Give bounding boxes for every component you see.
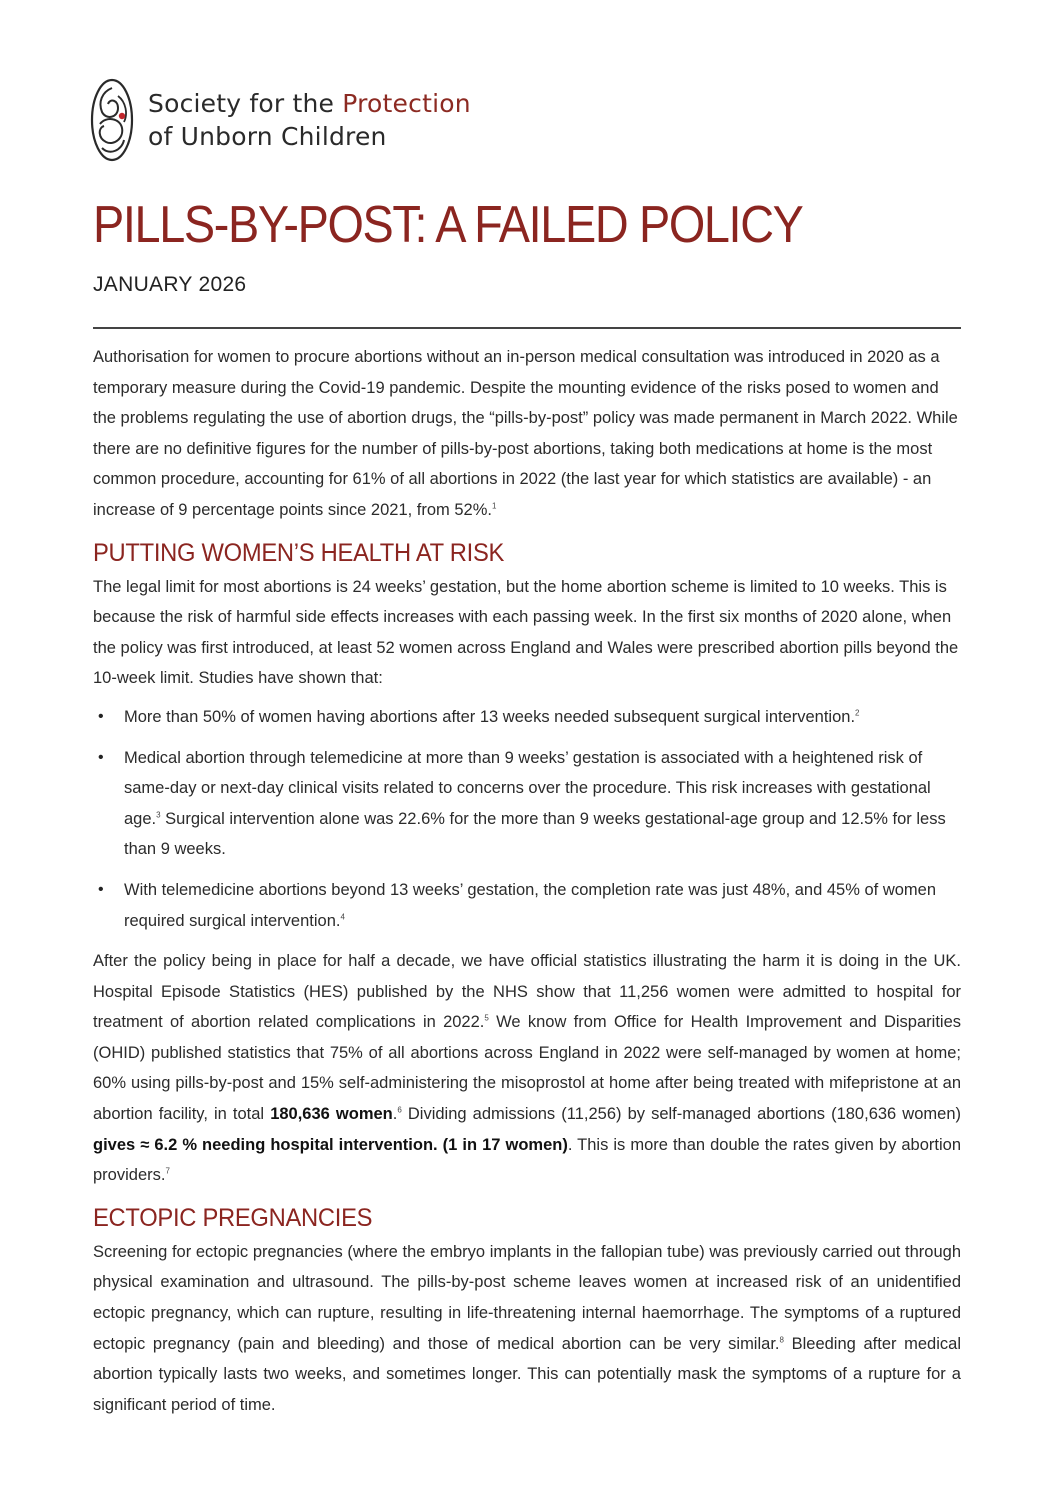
health-risk-paragraph: The legal limit for most abortions is 24 weeks’ gestation, but the home abortion scheme is limited to 10 weeks. This is because the risk of harmful side effects increases with each passing week. In the first six months of 2020 alone, when the policy was first introduced, at least 52 women across England and Wales were prescribed abortion pills beyond the 10-week limit. Studies have shown that:	[93, 577, 959, 688]
mother-child-emblem-icon	[88, 76, 140, 164]
section-heading-health-risk: PUTTING WOMEN’S HEALTH AT RISK	[93, 538, 505, 567]
ectopic-paragraph: Screening for ectopic pregnancies (where the embryo implants in the fallopian tube) was previously carried out through physical examination and ultrasound. The pills-by-post scheme leaves women at increased risk of an unidentified ectopic pregnancy, which can rupture, resulting in life-threatening internal haemorrhage. The symptoms of a ruptured ectopic pregnancy (pain and bleeding) and those of medical abortion can be very similar.$^8$ Bleeding after medical abortion typically lasts two weeks, and sometimes longer. This can potentially mask the symptoms of a rupture for a significant period of time.	[93, 1242, 961, 1414]
organization-logo	[88, 76, 471, 164]
footnote-ref: 4	[340, 912, 345, 921]
footnote-ref: 8	[779, 1335, 784, 1345]
footnote-ref: 3	[156, 810, 161, 820]
hospital-intervention-rate: gives ≈ 6.2 % needing hospital intervention. (1 in 17 women)	[93, 1135, 568, 1154]
header-divider	[93, 327, 961, 329]
list-item: • Medical abortion through telemedicine at more than 9 weeks’ gestation is associated with a heightened risk of same-day or next-day clinical visits related to concerns over the procedure. This risk increases with gestational age.$^3$ Surgical intervention alone was 22.6% for the more than 9 weeks gestational-age group and 12.5% for less than 9 weeks.	[93, 743, 961, 865]
list-item: • More than 50% of women having abortions after 13 weeks needed subsequent surgical intervention.$^2$	[93, 702, 961, 733]
list-item: • With telemedicine abortions beyond 13 weeks’ gestation, the completion rate was just 48%, and 45% of women required surgical intervention.$^4$	[93, 875, 961, 936]
bullet-icon: •	[98, 707, 104, 725]
footnote-ref: 7	[165, 1166, 170, 1176]
document-body	[93, 342, 961, 1420]
footnote-ref: 1	[492, 501, 497, 511]
footnote-ref: 6	[397, 1105, 402, 1115]
intro-paragraph: Authorisation for women to procure abortions without an in-person medical consultation was introduced in 2020 as a temporary measure during the Covid-19 pandemic. Despite the mounting evidence of the risks posed to women and the problems regulating the use of abortion drugs, the “pills-by-post” policy was made permanent in March 2022. While there are no definitive figures for the number of pills-by-post abortions, taking both medications at home is the most common procedure, accounting for 61% of all abortions in 2022 (the last year for which statistics are available) - an increase of 9 percentage points since 2021, from 52%.$^1$	[93, 348, 958, 519]
studies-list	[93, 702, 961, 936]
bullet-icon: •	[98, 880, 104, 898]
statistics-paragraph: After the policy being in place for half a decade, we have official statistics illustrating the harm it is doing in the UK. Hospital Episode Statistics (HES) published by the NHS show that 11,256 women were admitted to hospital for treatment of abortion related complications in 2022.$^5$ We know from Office for Health Improvement and Disparities (OHID) published statistics that 75% of all abortions across England in 2022 were self-managed by women at home; 60% using pills-by-post and 15% self-administering the misoprostol at home after being treated with mifepristone at an abortion facility, in total 180,636 women.$^6$ Dividing admissions (11,256) by self-managed abortions (180,636 women) gives ≈ 6.2 % needing hospital intervention. (1 in 17 women). This is more than double the rates given by abortion providers.$^7$	[93, 952, 962, 1185]
page-title: PILLS-BY-POST: A FAILED POLICY	[93, 196, 803, 254]
footnote-ref: 2	[855, 708, 860, 718]
footnote-ref: 5	[484, 1013, 489, 1023]
section-heading-ectopic: ECTOPIC PREGNANCIES	[93, 1203, 373, 1232]
total-women-figure: 180,636 women	[270, 1105, 393, 1124]
bullet-icon: •	[98, 748, 104, 766]
organization-name: Society for the Protection of Unborn Children	[148, 89, 471, 151]
publication-date: JANUARY 2026	[93, 273, 247, 296]
